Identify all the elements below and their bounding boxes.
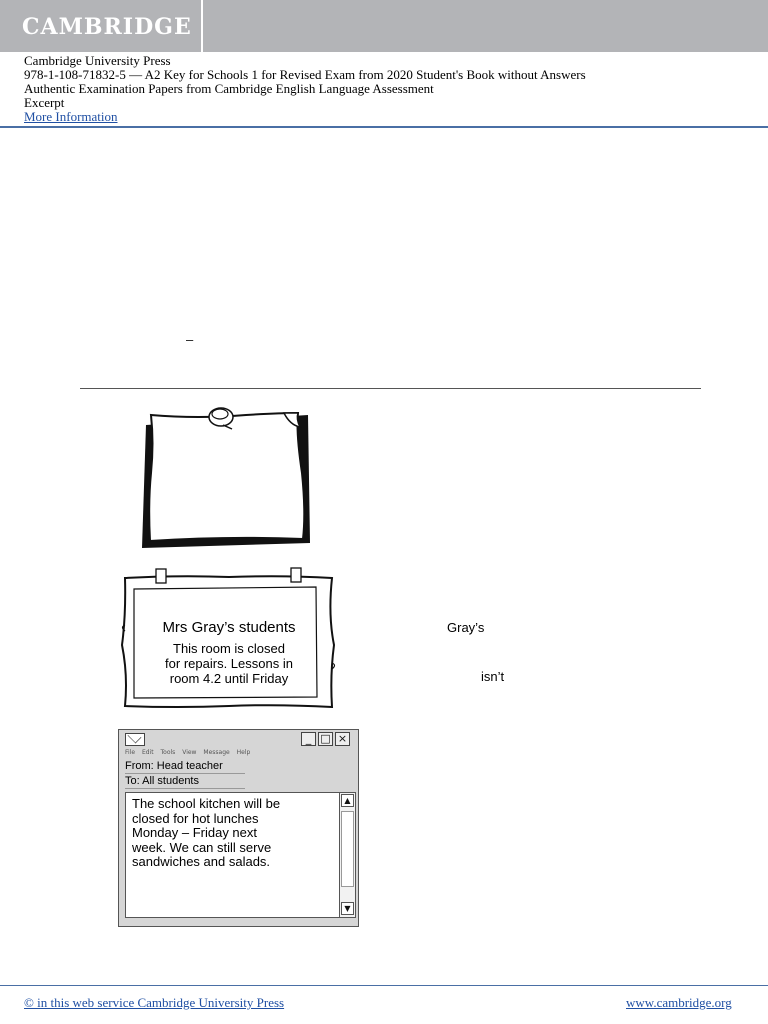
book-metadata (24, 54, 586, 124)
pinned-note-illustration (138, 403, 316, 553)
menu-file[interactable]: File (125, 749, 136, 756)
email-body-line: closed for hot lunches (132, 810, 259, 826)
notice-body-line: room 4.2 until Friday (169, 671, 289, 686)
maximize-icon[interactable]: □ (318, 732, 333, 746)
scroll-down-icon[interactable]: ▼ (341, 902, 354, 915)
email-window (118, 729, 359, 927)
more-information-link[interactable]: More Information (24, 109, 118, 124)
copyright-link[interactable]: © in this web service Cambridge University Press (24, 995, 285, 1010)
email-body-line: The school kitchen will be (132, 796, 281, 811)
cambridge-site-link[interactable]: www.cambridge.org (626, 995, 732, 1010)
notice-body-line: This room is closed (173, 641, 285, 656)
email-from-field: From: Head teacher (125, 760, 245, 774)
menu-view[interactable]: View (182, 749, 197, 756)
menu-message[interactable]: Message (203, 749, 230, 756)
logo-text: CAMBRIDGE (22, 14, 192, 40)
email-titlebar (119, 730, 358, 748)
word-grays: Gray’s (447, 620, 485, 635)
notice-title: Mrs Gray’s students (162, 619, 296, 636)
notice-body (165, 641, 293, 686)
word-isnt: isn’t (481, 669, 505, 684)
notice-body-line: for repairs. Lessons in (165, 656, 293, 671)
minimize-icon[interactable]: _ (301, 732, 316, 746)
email-scrollbar[interactable] (339, 792, 356, 918)
header-bar (0, 0, 768, 52)
email-menubar (125, 749, 255, 756)
menu-help[interactable]: Help (236, 749, 251, 756)
close-icon[interactable]: × (335, 732, 350, 746)
dash-mark: – (186, 332, 194, 347)
header-divider (0, 126, 768, 128)
cambridge-logo (0, 0, 203, 52)
isbn-title-line: 978-1-108-71832-5 — A2 Key for Schools 1 for Revised Exam from 2020 Student's Book without Answers (24, 67, 586, 82)
footer-divider (0, 985, 768, 986)
email-to-field: To: All students (125, 775, 245, 789)
email-body-line: sandwiches and salads. (132, 854, 271, 870)
menu-edit[interactable]: Edit (141, 749, 154, 756)
series-line: Authentic Examination Papers from Cambridge English Language Assessment (24, 81, 434, 96)
notice-sign-illustration (118, 565, 340, 713)
email-body-line: Monday – Friday next (132, 825, 258, 841)
envelope-icon (125, 733, 145, 746)
menu-tools[interactable]: Tools (160, 749, 176, 756)
section-divider (80, 388, 701, 389)
scroll-up-icon[interactable]: ▲ (341, 794, 354, 807)
email-body-text (125, 792, 340, 918)
excerpt-line: Excerpt (24, 95, 65, 110)
scroll-thumb[interactable] (341, 811, 354, 887)
email-body-line: week. We can still serve (132, 839, 272, 855)
publisher-line: Cambridge University Press (24, 53, 171, 68)
